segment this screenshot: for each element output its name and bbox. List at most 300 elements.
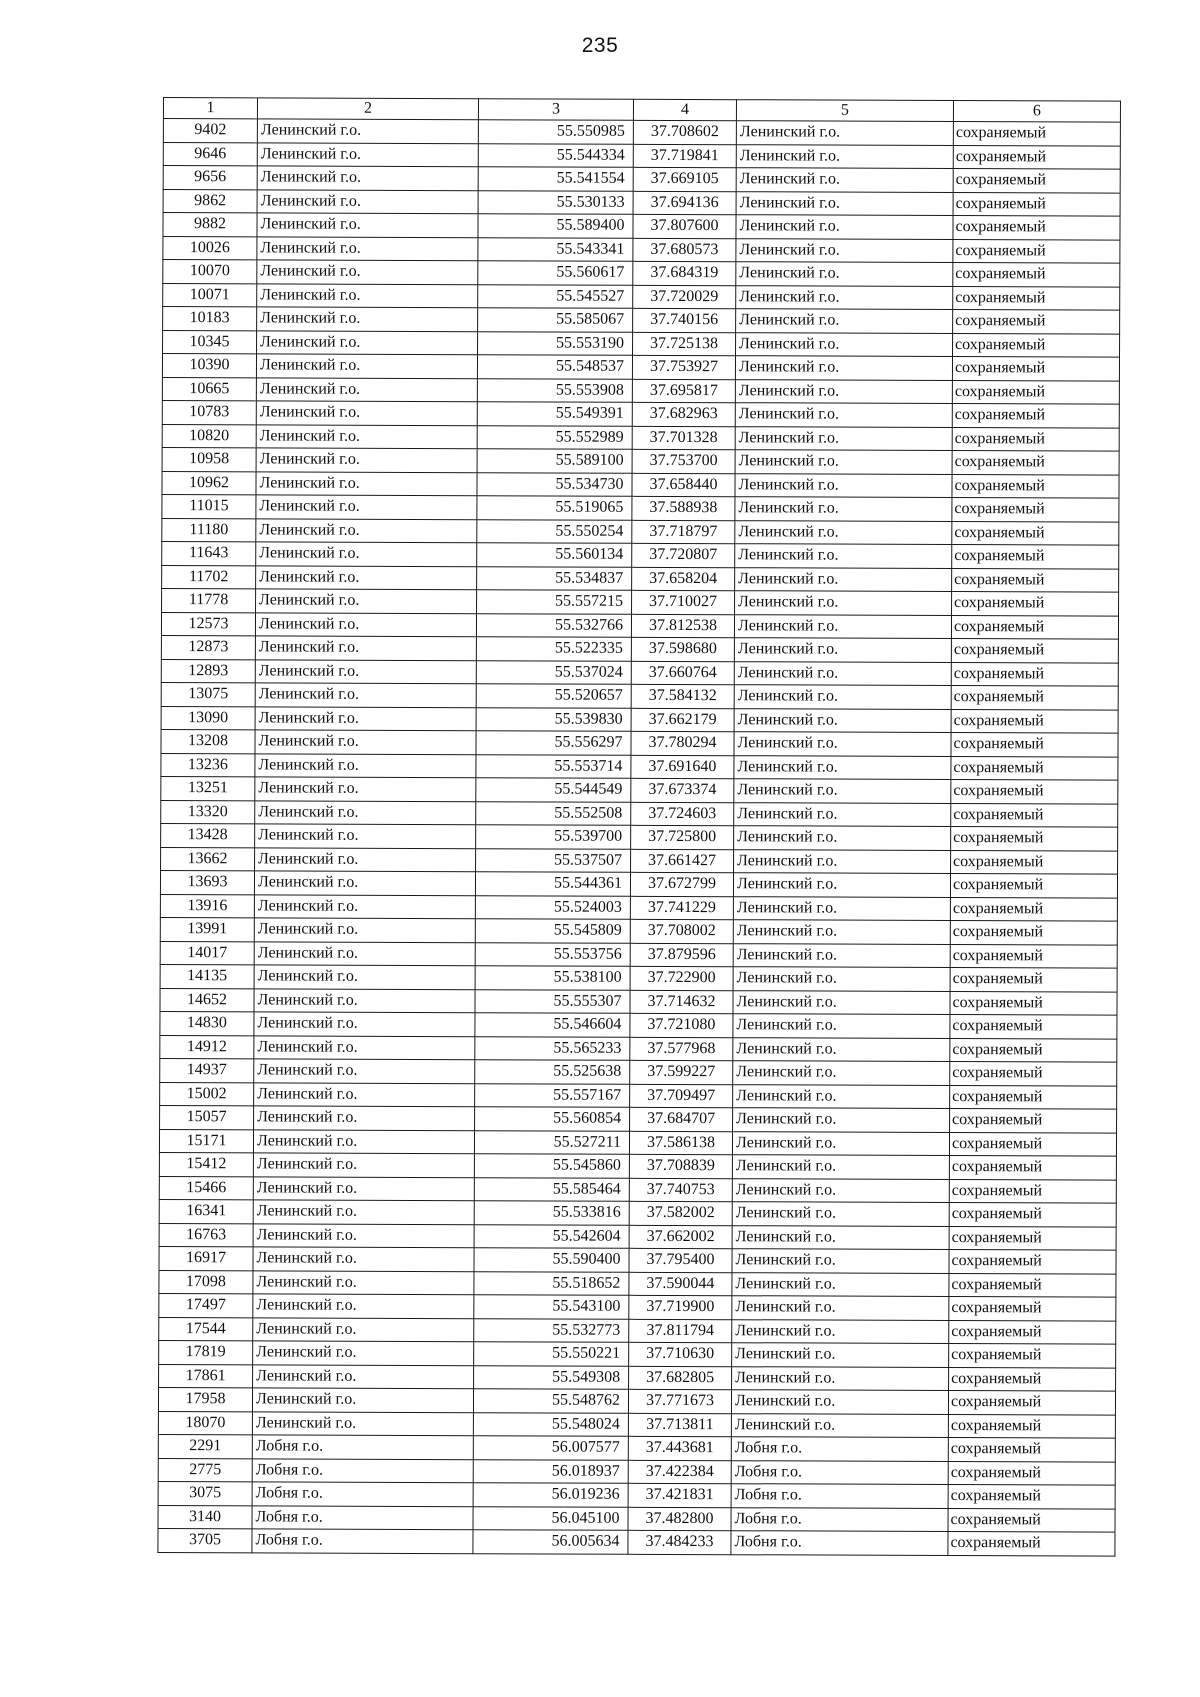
longitude-cell: 37.710630 — [629, 1342, 732, 1366]
municipality-cell: Ленинский г.о. — [254, 871, 475, 895]
location-cell: Ленинский г.о. — [733, 990, 950, 1014]
latitude-cell: 56.045100 — [473, 1506, 628, 1530]
location-cell: Ленинский г.о. — [735, 520, 952, 544]
object-id-cell: 2775 — [158, 1458, 252, 1482]
column-header: 4 — [633, 99, 736, 120]
table-row — [160, 941, 1117, 968]
object-id-cell: 14937 — [160, 1058, 254, 1082]
latitude-cell: 55.557215 — [477, 590, 632, 614]
latitude-cell: 55.544361 — [475, 872, 630, 896]
table-row — [158, 1434, 1115, 1461]
latitude-cell: 55.534837 — [477, 566, 632, 590]
longitude-cell: 37.694136 — [633, 191, 736, 215]
latitude-cell: 55.552989 — [477, 425, 632, 449]
municipality-cell: Ленинский г.о. — [255, 847, 476, 871]
status-cell: сохраняемый — [950, 921, 1117, 945]
municipality-cell: Ленинский г.о. — [255, 753, 476, 777]
latitude-cell: 55.538100 — [475, 966, 630, 990]
table-row — [161, 800, 1118, 827]
location-cell: Ленинский г.о. — [736, 121, 953, 145]
status-cell: сохраняемый — [951, 827, 1118, 851]
longitude-cell: 37.422384 — [628, 1460, 731, 1484]
longitude-cell: 37.807600 — [633, 214, 736, 238]
location-cell: Ленинский г.о. — [733, 873, 950, 897]
column-header: 1 — [163, 98, 257, 119]
location-cell: Ленинский г.о. — [731, 1413, 948, 1437]
table-row — [159, 1223, 1116, 1250]
location-cell: Ленинский г.о. — [736, 332, 953, 356]
municipality-cell: Ленинский г.о. — [256, 377, 477, 401]
table-row — [159, 1246, 1116, 1273]
latitude-cell: 55.541554 — [478, 167, 633, 191]
object-id-cell: 10958 — [162, 447, 256, 471]
latitude-cell: 55.585464 — [474, 1177, 629, 1201]
municipality-cell: Ленинский г.о. — [257, 142, 478, 166]
status-cell: сохраняемый — [952, 380, 1119, 404]
municipality-cell: Лобня г.о. — [252, 1435, 473, 1459]
status-cell: сохраняемый — [949, 1344, 1116, 1368]
municipality-cell: Ленинский г.о. — [255, 777, 476, 801]
longitude-cell: 37.812538 — [631, 614, 734, 638]
table-row — [159, 1340, 1116, 1367]
municipality-cell: Ленинский г.о. — [254, 894, 475, 918]
longitude-cell: 37.691640 — [631, 755, 734, 779]
latitude-cell: 55.539830 — [476, 707, 631, 731]
object-id-cell: 15002 — [160, 1082, 254, 1106]
location-cell: Ленинский г.о. — [735, 473, 952, 497]
table-row — [159, 1293, 1116, 1320]
latitude-cell: 55.525638 — [475, 1060, 630, 1084]
location-cell: Ленинский г.о. — [733, 1014, 950, 1038]
location-cell: Ленинский г.о. — [736, 262, 953, 286]
table-row — [162, 424, 1119, 451]
status-cell: сохраняемый — [950, 897, 1117, 921]
municipality-cell: Ленинский г.о. — [253, 1223, 474, 1247]
table-row — [158, 1528, 1115, 1555]
status-cell: сохраняемый — [949, 1226, 1116, 1250]
longitude-cell: 37.719900 — [629, 1295, 732, 1319]
table-row — [161, 753, 1118, 780]
status-cell: сохраняемый — [953, 122, 1120, 146]
status-cell: сохраняемый — [948, 1485, 1115, 1509]
latitude-cell: 55.548024 — [473, 1412, 628, 1436]
table-row — [161, 729, 1118, 756]
longitude-cell: 37.708002 — [630, 919, 733, 943]
table-row — [162, 518, 1119, 545]
location-cell: Ленинский г.о. — [733, 1061, 950, 1085]
latitude-cell: 55.548762 — [473, 1389, 628, 1413]
status-cell: сохраняемый — [951, 615, 1118, 639]
object-id-cell: 12893 — [161, 659, 255, 683]
object-id-cell: 13693 — [160, 870, 254, 894]
status-cell: сохраняемый — [949, 1297, 1116, 1321]
longitude-cell: 37.669105 — [633, 167, 736, 191]
table-row — [158, 1387, 1115, 1414]
latitude-cell: 55.518652 — [474, 1271, 629, 1295]
table-body — [158, 119, 1120, 1556]
latitude-cell: 55.555307 — [475, 989, 630, 1013]
status-cell: сохраняемый — [952, 545, 1119, 569]
object-id-cell: 10026 — [163, 236, 257, 260]
status-cell: сохраняемый — [953, 286, 1120, 310]
location-cell: Ленинский г.о. — [732, 1202, 949, 1226]
location-cell: Ленинский г.о. — [734, 779, 951, 803]
status-cell: сохраняемый — [949, 1320, 1116, 1344]
municipality-cell: Ленинский г.о. — [257, 283, 478, 307]
location-cell: Ленинский г.о. — [732, 1366, 949, 1390]
latitude-cell: 55.553714 — [476, 754, 631, 778]
latitude-cell: 55.544334 — [478, 143, 633, 167]
location-cell: Ленинский г.о. — [734, 802, 951, 826]
latitude-cell: 55.534730 — [477, 472, 632, 496]
status-cell: сохраняемый — [950, 874, 1117, 898]
object-id-cell: 14652 — [160, 988, 254, 1012]
location-cell: Ленинский г.о. — [732, 1249, 949, 1273]
longitude-cell: 37.724603 — [631, 802, 734, 826]
table-row — [162, 471, 1119, 498]
location-cell: Ленинский г.о. — [736, 238, 953, 262]
location-cell: Ленинский г.о. — [732, 1131, 949, 1155]
object-id-cell: 13916 — [160, 894, 254, 918]
object-id-cell: 11643 — [162, 541, 256, 565]
location-cell: Ленинский г.о. — [734, 638, 951, 662]
location-cell: Лобня г.о. — [731, 1460, 948, 1484]
table-row — [163, 307, 1120, 334]
object-id-cell: 16763 — [159, 1223, 253, 1247]
longitude-cell: 37.709497 — [630, 1084, 733, 1108]
object-id-cell: 10962 — [162, 471, 256, 495]
location-cell: Ленинский г.о. — [733, 920, 950, 944]
latitude-cell: 55.556297 — [476, 731, 631, 755]
municipality-cell: Ленинский г.о. — [252, 1411, 473, 1435]
location-cell: Ленинский г.о. — [735, 356, 952, 380]
object-id-cell: 3140 — [158, 1505, 252, 1529]
latitude-cell: 55.560134 — [477, 543, 632, 567]
municipality-cell: Лобня г.о. — [252, 1529, 473, 1553]
table-row — [163, 142, 1120, 169]
status-cell: сохраняемый — [953, 310, 1120, 334]
longitude-cell: 37.719841 — [633, 144, 736, 168]
status-cell: сохраняемый — [951, 780, 1118, 804]
latitude-cell: 55.557167 — [475, 1083, 630, 1107]
longitude-cell: 37.718797 — [632, 520, 735, 544]
latitude-cell: 55.532773 — [474, 1318, 629, 1342]
object-id-cell: 9646 — [163, 142, 257, 166]
longitude-cell: 37.725138 — [633, 332, 736, 356]
object-id-cell: 10070 — [163, 260, 257, 284]
table-row — [163, 119, 1120, 146]
status-cell: сохраняемый — [951, 686, 1118, 710]
table-row — [161, 682, 1118, 709]
municipality-cell: Ленинский г.о. — [256, 542, 477, 566]
latitude-cell: 55.530133 — [478, 190, 633, 214]
longitude-cell: 37.586138 — [629, 1131, 732, 1155]
status-cell: сохраняемый — [952, 498, 1119, 522]
status-cell: сохраняемый — [951, 733, 1118, 757]
data-table-container — [157, 97, 1120, 1556]
latitude-cell: 55.545527 — [478, 284, 633, 308]
longitude-cell: 37.811794 — [629, 1319, 732, 1343]
status-cell: сохраняемый — [950, 1015, 1117, 1039]
latitude-cell: 55.549391 — [477, 402, 632, 426]
location-cell: Ленинский г.о. — [732, 1343, 949, 1367]
location-cell: Ленинский г.о. — [736, 168, 953, 192]
municipality-cell: Ленинский г.о. — [253, 1247, 474, 1271]
longitude-cell: 37.780294 — [631, 731, 734, 755]
location-cell: Ленинский г.о. — [736, 215, 953, 239]
table-row — [160, 1082, 1117, 1109]
latitude-cell: 55.550985 — [478, 120, 633, 144]
latitude-cell: 55.552508 — [476, 801, 631, 825]
location-cell: Ленинский г.о. — [735, 567, 952, 591]
table-row — [161, 612, 1118, 639]
status-cell: сохраняемый — [951, 803, 1118, 827]
location-cell: Ленинский г.о. — [733, 1084, 950, 1108]
location-cell: Ленинский г.о. — [733, 896, 950, 920]
longitude-cell: 37.720807 — [632, 543, 735, 567]
object-id-cell: 15466 — [159, 1176, 253, 1200]
location-cell: Ленинский г.о. — [732, 1225, 949, 1249]
status-cell: сохраняемый — [951, 639, 1118, 663]
status-cell: сохраняемый — [951, 850, 1118, 874]
table-row — [160, 1058, 1117, 1085]
status-cell: сохраняемый — [949, 1273, 1116, 1297]
location-cell: Ленинский г.о. — [735, 450, 952, 474]
location-cell: Ленинский г.о. — [734, 732, 951, 756]
municipality-cell: Ленинский г.о. — [255, 800, 476, 824]
table-row — [159, 1270, 1116, 1297]
municipality-cell: Ленинский г.о. — [257, 236, 478, 260]
latitude-cell: 55.589100 — [477, 449, 632, 473]
object-id-cell: 12873 — [161, 635, 255, 659]
object-id-cell: 15171 — [159, 1129, 253, 1153]
municipality-cell: Ленинский г.о. — [254, 1106, 475, 1130]
longitude-cell: 37.588938 — [632, 496, 735, 520]
latitude-cell: 55.522335 — [476, 637, 631, 661]
municipality-cell: Ленинский г.о. — [253, 1176, 474, 1200]
object-id-cell: 9862 — [163, 189, 257, 213]
longitude-cell: 37.753700 — [632, 449, 735, 473]
status-cell: сохраняемый — [951, 662, 1118, 686]
latitude-cell: 55.543100 — [474, 1295, 629, 1319]
longitude-cell: 37.658204 — [632, 567, 735, 591]
longitude-cell: 37.673374 — [631, 778, 734, 802]
longitude-cell: 37.795400 — [629, 1248, 732, 1272]
latitude-cell: 55.520657 — [476, 684, 631, 708]
table-row — [158, 1505, 1115, 1532]
location-cell: Ленинский г.о. — [735, 379, 952, 403]
location-cell: Лобня г.о. — [731, 1437, 948, 1461]
status-cell: сохраняемый — [948, 1508, 1115, 1532]
table-row — [162, 377, 1119, 404]
longitude-cell: 37.714632 — [630, 990, 733, 1014]
municipality-cell: Ленинский г.о. — [252, 1388, 473, 1412]
status-cell: сохраняемый — [949, 1203, 1116, 1227]
latitude-cell: 55.548537 — [477, 355, 632, 379]
longitude-cell: 37.753927 — [632, 355, 735, 379]
object-id-cell: 10820 — [162, 424, 256, 448]
table-row — [160, 894, 1117, 921]
latitude-cell: 55.585067 — [478, 308, 633, 332]
municipality-cell: Ленинский г.о. — [253, 1153, 474, 1177]
location-cell: Ленинский г.о. — [732, 1319, 949, 1343]
status-cell: сохраняемый — [948, 1532, 1115, 1556]
table-row — [158, 1481, 1115, 1508]
latitude-cell: 55.590400 — [474, 1248, 629, 1272]
object-id-cell: 13075 — [161, 682, 255, 706]
status-cell: сохраняемый — [952, 474, 1119, 498]
latitude-cell: 55.545860 — [474, 1154, 629, 1178]
latitude-cell: 55.553908 — [477, 378, 632, 402]
object-id-cell: 16341 — [159, 1199, 253, 1223]
location-cell: Ленинский г.о. — [736, 309, 953, 333]
object-id-cell: 14017 — [160, 941, 254, 965]
longitude-cell: 37.722900 — [630, 966, 733, 990]
longitude-cell: 37.482800 — [628, 1507, 731, 1531]
municipality-cell: Ленинский г.о. — [253, 1294, 474, 1318]
latitude-cell: 55.544549 — [476, 778, 631, 802]
object-id-cell: 11180 — [162, 518, 256, 542]
latitude-cell: 55.533816 — [474, 1201, 629, 1225]
table-row — [162, 494, 1119, 521]
latitude-cell: 55.545809 — [475, 919, 630, 943]
longitude-cell: 37.660764 — [631, 661, 734, 685]
object-id-cell: 13320 — [161, 800, 255, 824]
status-cell: сохраняемый — [950, 991, 1117, 1015]
latitude-cell: 56.005634 — [473, 1530, 628, 1554]
table-row — [159, 1317, 1116, 1344]
longitude-cell: 37.443681 — [628, 1436, 731, 1460]
latitude-cell: 55.589400 — [478, 214, 633, 238]
latitude-cell: 55.524003 — [475, 895, 630, 919]
column-header: 2 — [257, 98, 478, 120]
column-header: 6 — [953, 101, 1120, 123]
status-cell: сохраняемый — [949, 1156, 1116, 1180]
object-id-cell: 17098 — [159, 1270, 253, 1294]
longitude-cell: 37.720029 — [633, 285, 736, 309]
municipality-cell: Лобня г.о. — [252, 1505, 473, 1529]
object-id-cell: 18070 — [158, 1411, 252, 1435]
longitude-cell: 37.421831 — [628, 1483, 731, 1507]
latitude-cell: 56.018937 — [473, 1459, 628, 1483]
latitude-cell: 55.549308 — [474, 1365, 629, 1389]
table-row — [161, 823, 1118, 850]
municipality-cell: Ленинский г.о. — [254, 965, 475, 989]
location-cell: Лобня г.о. — [731, 1507, 948, 1531]
data-table — [157, 97, 1121, 1556]
location-cell: Ленинский г.о. — [733, 1037, 950, 1061]
longitude-cell: 37.582002 — [629, 1201, 732, 1225]
object-id-cell: 11702 — [162, 565, 256, 589]
municipality-cell: Ленинский г.о. — [257, 330, 478, 354]
longitude-cell: 37.680573 — [633, 238, 736, 262]
municipality-cell: Ленинский г.о. — [253, 1317, 474, 1341]
page-number: 235 — [581, 34, 619, 57]
municipality-cell: Ленинский г.о. — [255, 683, 476, 707]
location-cell: Ленинский г.о. — [734, 614, 951, 638]
municipality-cell: Ленинский г.о. — [256, 424, 477, 448]
object-id-cell: 13236 — [161, 753, 255, 777]
location-cell: Ленинский г.о. — [732, 1296, 949, 1320]
municipality-cell: Ленинский г.о. — [253, 1364, 474, 1388]
status-cell: сохраняемый — [953, 169, 1120, 193]
object-id-cell: 16917 — [159, 1246, 253, 1270]
table-row — [162, 588, 1119, 615]
object-id-cell: 10390 — [162, 354, 256, 378]
table-row — [160, 870, 1117, 897]
status-cell: сохраняемый — [953, 145, 1120, 169]
longitude-cell: 37.741229 — [630, 896, 733, 920]
location-cell: Ленинский г.о. — [736, 144, 953, 168]
table-row — [162, 447, 1119, 474]
municipality-cell: Ленинский г.о. — [257, 119, 478, 143]
municipality-cell: Ленинский г.о. — [253, 1200, 474, 1224]
longitude-cell: 37.710027 — [632, 590, 735, 614]
location-cell: Ленинский г.о. — [734, 685, 951, 709]
location-cell: Ленинский г.о. — [735, 497, 952, 521]
latitude-cell: 55.546604 — [475, 1013, 630, 1037]
longitude-cell: 37.771673 — [628, 1389, 731, 1413]
longitude-cell: 37.672799 — [630, 872, 733, 896]
municipality-cell: Ленинский г.о. — [256, 471, 477, 495]
longitude-cell: 37.708839 — [629, 1154, 732, 1178]
table-row — [159, 1364, 1116, 1391]
municipality-cell: Ленинский г.о. — [256, 354, 477, 378]
location-cell: Ленинский г.о. — [733, 1108, 950, 1132]
municipality-cell: Лобня г.о. — [252, 1482, 473, 1506]
status-cell: сохраняемый — [950, 968, 1117, 992]
municipality-cell: Ленинский г.о. — [254, 988, 475, 1012]
longitude-cell: 37.682805 — [629, 1366, 732, 1390]
table-row — [160, 1011, 1117, 1038]
status-cell: сохраняемый — [949, 1250, 1116, 1274]
municipality-cell: Ленинский г.о. — [257, 260, 478, 284]
table-row — [162, 400, 1119, 427]
table-row — [161, 776, 1118, 803]
object-id-cell: 11778 — [162, 588, 256, 612]
table-row — [163, 283, 1120, 310]
object-id-cell: 14135 — [160, 964, 254, 988]
object-id-cell: 2291 — [158, 1434, 252, 1458]
status-cell: сохраняемый — [950, 1109, 1117, 1133]
longitude-cell: 37.701328 — [632, 426, 735, 450]
latitude-cell: 56.019236 — [473, 1483, 628, 1507]
status-cell: сохраняемый — [952, 404, 1119, 428]
table-row — [160, 988, 1117, 1015]
municipality-cell: Ленинский г.о. — [254, 1059, 475, 1083]
municipality-cell: Ленинский г.о. — [254, 1082, 475, 1106]
location-cell: Ленинский г.о. — [736, 285, 953, 309]
status-cell: сохраняемый — [952, 451, 1119, 475]
municipality-cell: Ленинский г.о. — [255, 824, 476, 848]
object-id-cell: 13251 — [161, 776, 255, 800]
status-cell: сохраняемый — [949, 1132, 1116, 1156]
table-row — [158, 1458, 1115, 1485]
longitude-cell: 37.708602 — [633, 120, 736, 144]
location-cell: Ленинский г.о. — [735, 544, 952, 568]
table-row — [162, 541, 1119, 568]
table-row — [160, 964, 1117, 991]
object-id-cell: 13090 — [161, 706, 255, 730]
object-id-cell: 9656 — [163, 166, 257, 190]
location-cell: Лобня г.о. — [731, 1484, 948, 1508]
longitude-cell: 37.740753 — [629, 1178, 732, 1202]
location-cell: Ленинский г.о. — [735, 591, 952, 615]
municipality-cell: Ленинский г.о. — [255, 659, 476, 683]
longitude-cell: 37.713811 — [628, 1413, 731, 1437]
status-cell: сохраняемый — [948, 1391, 1115, 1415]
status-cell: сохраняемый — [949, 1179, 1116, 1203]
